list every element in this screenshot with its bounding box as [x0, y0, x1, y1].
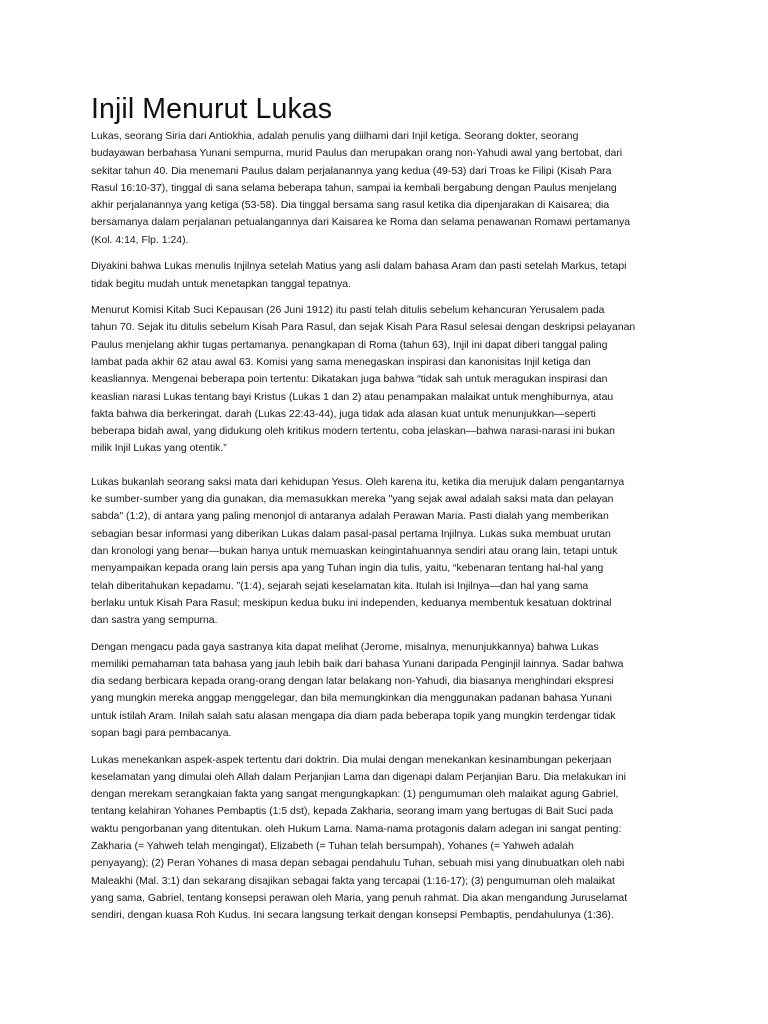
- paragraph-3: Menurut Komisi Kitab Suci Kepausan (26 Juni 1912) itu pasti telah ditulis sebelum kehancuran Yerusalem pada tahun 70. Sejak itu ditulis sebelum Kisah Para Rasul, dan sejak Kisah Para Rasul selesai dengan deskripsi pelayanan Paulus menjelang akhir tugas pertamanya. penangkapan di Roma (tahun 63), Injil ini dapat diberi tanggal paling lambat pada akhir 62 atau awal 63. Komisi yang sama menegaskan inspirasi dan kanonisitas Injil ketiga dan keasliannya. Mengenai beberapa poin tertentu: Dikatakan juga bahwa “tidak sah untuk meragukan inspirasi dan keaslian narasi Lukas tentang bayi Kristus (Lukas 1 dan 2) atau penampakan malaikat untuk menghiburnya, atau fakta bahwa dia berkeringat. darah (Lukas 22:43-44), juga tidak ada alasan kuat untuk menunjukkan—seperti beberapa bidah awal, yang didukung oleh kritikus modern tertentu, coba jelaskan—bahwa narasi-narasi ini bukan milik Injil Lukas yang otentik.”: [91, 305, 636, 455]
- document-page: [91, 92, 683, 934]
- paragraph-6: Lukas menekankan aspek-aspek tertentu dari doktrin. Dia mulai dengan menekankan kesinambungan pekerjaan keselamatan yang dimulai oleh Allah dalam Perjanjian Lama dan digenapi dalam Perjanjian Baru. Dia melakukan ini dengan merekam serangkaian fakta yang sangat mengungkapkan: (1) pengumuman oleh malaikat agung Gabriel, tentang kelahiran Yohanes Pembaptis (1:5 dst), kepada Zakharia, seorang imam yang bertugas di Bait Suci pada waktu pengorbanan yang ditentukan. oleh Hukum Lama. Nama-nama protagonis dalam adegan ini sangat penting: Zakharia (= Yahweh telah mengingat), Elizabeth (= Tuhan telah bersumpah), Yohanes (= Yahweh adalah penyayang); (2) Peran Yohanes di masa depan sebagai pendahulu Tuhan, sebuah misi yang dinubuatkan oleh nabi Maleakhi (Mal. 3:1) dan sekarang disajikan sebagai fakta yang tercapai (1:16-17); (3) pengumuman oleh malaikat yang sama, Gabriel, tentang konsepsi perawan oleh Maria, yang penuh rahmat. Dia akan mengandung Juruselamat sendiri, dengan kuasa Roh Kudus. Ini secara langsung terkait dengan konsepsi Pembaptis, pendahulunya (1:36).: [91, 754, 628, 922]
- document-title: Injil Menurut Lukas: [91, 93, 333, 125]
- paragraph-2: Diyakini bahwa Lukas menulis Injilnya setelah Matius yang asli dalam bahasa Aram dan pasti setelah Markus, tetapi tidak begitu mudah untuk menetapkan tanggal tepatnya.: [91, 261, 627, 290]
- paragraph-4: Lukas bukanlah seorang saksi mata dari kehidupan Yesus. Oleh karena itu, ketika dia merujuk dalam pengantarnya ke sumber-sumber yang dia gunakan, dia memasukkan mereka "yang sejak awal adalah saksi mata dan pelayan sabda" (1:2), di antara yang paling menonjol di antaranya adalah Perawan Maria. Pasti dialah yang memberikan sebagian besar informasi yang diberikan Lukas dalam pasal-pasal pertama Injilnya. Lukas suka membuat urutan dan kronologi yang benar—bukan hanya untuk memuaskan keingintahuannya sendiri atau orang lain, tetapi untuk menyampaikan kepada orang lain persis apa yang Tuhan ingin dia tulis, yaitu, “kebenaran tentang hal-hal yang telah diberitahukan kepadamu. ”(1:4), sejarah sejati keselamatan kita. Itulah isi Injilnya—dan hal yang sama berlaku untuk Kisah Para Rasul; meskipun kedua buku ini independen, keduanya membentuk kesatuan doktrinal dan sastra yang sempurna.: [91, 476, 625, 627]
- paragraph-5: Dengan mengacu pada gaya sastranya kita dapat melihat (Jerome, misalnya, menunjukkannya) bahwa Lukas memiliki pemahaman tata bahasa yang jauh lebih baik dari bahasa Yunani daripada Penginjil lainnya. Sadar bahwa dia sedang berbicara kepada orang-orang dengan latar belakang non-Yahudi, dia biasanya menghindari ekspresi yang mungkin mereka anggap menggelegar, dan bila memungkinkan dia menggunakan padanan bahasa Yunani untuk istilah Aram. Inilah salah satu alasan mengapa dia diam pada beberapa topik yang mungkin terdengar tidak sopan bagi para pembacanya.: [91, 641, 624, 740]
- paragraph-1: Lukas, seorang Siria dari Antiokhia, adalah penulis yang diilhami dari Injil ketiga. Seorang dokter, seorang budayawan berbahasa Yunani sempurna, murid Paulus dan merupakan orang non-Yahudi awal yang bertobat, dari sekitar tahun 40. Dia menemani Paulus dalam perjalanannya yang kedua (49-53) dari Troas ke Filipi (Kisah Para Rasul 16:10-37), tinggal di sana selama beberapa tahun, sampai ia kembali bergabung dengan Paulus menjelang akhir perjalanannya yang ketiga (53-58). Dia tinggal bersama sang rasul ketika dia dipenjarakan di Kaisarea; dia bersamanya dalam perjalanan petualangannya dari Kaisarea ke Roma dan selama penawanan Romawi pertamanya (Kol. 4:14, Flp. 1:24).: [91, 131, 631, 246]
